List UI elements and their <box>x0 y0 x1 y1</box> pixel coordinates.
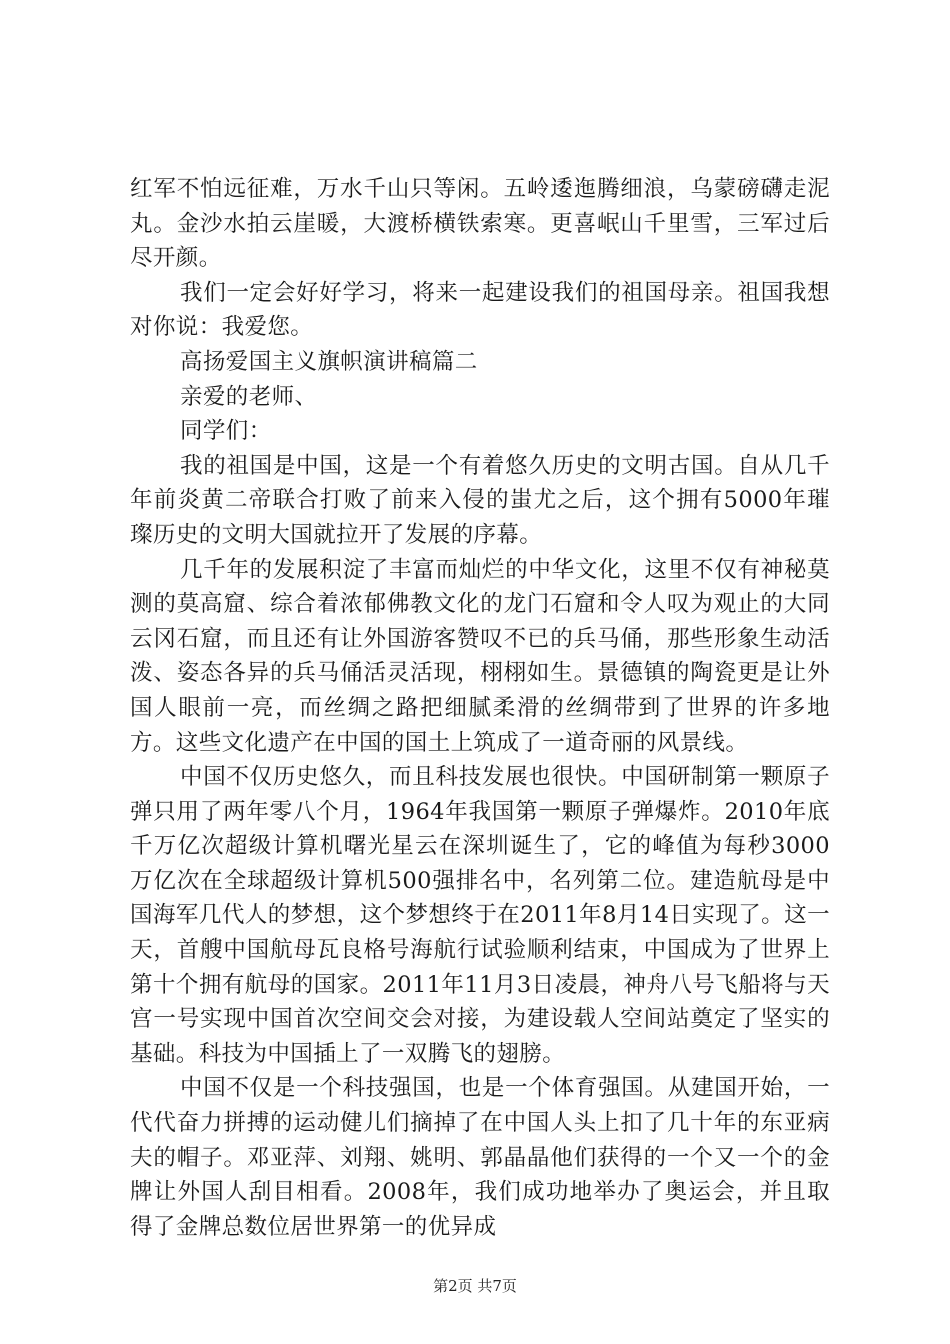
paragraph-culture: 几千年的发展积淀了丰富而灿烂的中华文化，这里不仅有神秘莫测的莫高窟、综合着浓郁佛教文化的龙门石窟和令人叹为观止的大同云冈石窟，而且还有让外国游客赞叹不已的兵马俑，那些形象生动活泼、姿态各异的兵马俑活灵活现，栩栩如生。景德镇的陶瓷更是让外国人眼前一亮，而丝绸之路把细腻柔滑的丝绸带到了世界的许多地方。这些文化遗产在中国的国土上筑成了一道奇丽的风景线。 <box>130 556 830 756</box>
paragraph-sports: 中国不仅是一个科技强国，也是一个体育强国。从建国开始，一代代奋力拼搏的运动健儿们摘掉了在中国人头上扣了几十年的东亚病夫的帽子。邓亚萍、刘翔、姚明、郭晶晶他们获得的一个又一个的金牌让外国人刮目相看。2008年，我们成功地举办了奥运会，并且取得了金牌总数位居世界第一的优异成 <box>130 1075 830 1240</box>
salutation-teachers: 亲爱的老师、 <box>180 383 318 410</box>
section-heading: 高扬爱国主义旗帜演讲稿篇二 <box>180 348 478 375</box>
paragraph-technology: 中国不仅历史悠久，而且科技发展也很快。中国研制第一颗原子弹只用了两年零八个月，1964年我国第一颗原子弹爆炸。2010年底千万亿次超级计算机曙光星云在深圳诞生了，它的峰值为每秒3000万亿次在全球超级计算机500强排名中，名列第二位。建造航母是中国海军几代人的梦想，这个梦想终于在2011年8月14日实现了。这一天，首艘中国航母瓦良格号海航行试验顺利结束，中国成为了世界上第十个拥有航母的国家。2011年11月3日凌晨，神舟八号飞船将与天宫一号实现中国首次空间交会对接，为建设载人空间站奠定了坚实的基础。科技为中国插上了一双腾飞的翅膀。 <box>130 764 830 1067</box>
paragraph-closing: 我们一定会好好学习，将来一起建设我们的祖国母亲。祖国我想对你说：我爱您。 <box>130 279 830 341</box>
page-footer <box>0 1276 950 1296</box>
paragraph-history: 我的祖国是中国，这是一个有着悠久历史的文明古国。自从几千年前炎黄二帝联合打败了前来入侵的蚩尤之后，这个拥有5000年璀璨历史的文明大国就拉开了发展的序幕。 <box>130 452 830 548</box>
document-body <box>130 172 830 1244</box>
page-number-label: 第2页 共7页 <box>433 1277 517 1295</box>
paragraph-poem-continuation: 红军不怕远征难，万水千山只等闲。五岭逶迤腾细浪，乌蒙磅礴走泥丸。金沙水拍云崖暖，大渡桥横铁索寒。更喜岷山千里雪，三军过后尽开颜。 <box>130 176 830 272</box>
salutation-students: 同学们： <box>180 418 272 445</box>
